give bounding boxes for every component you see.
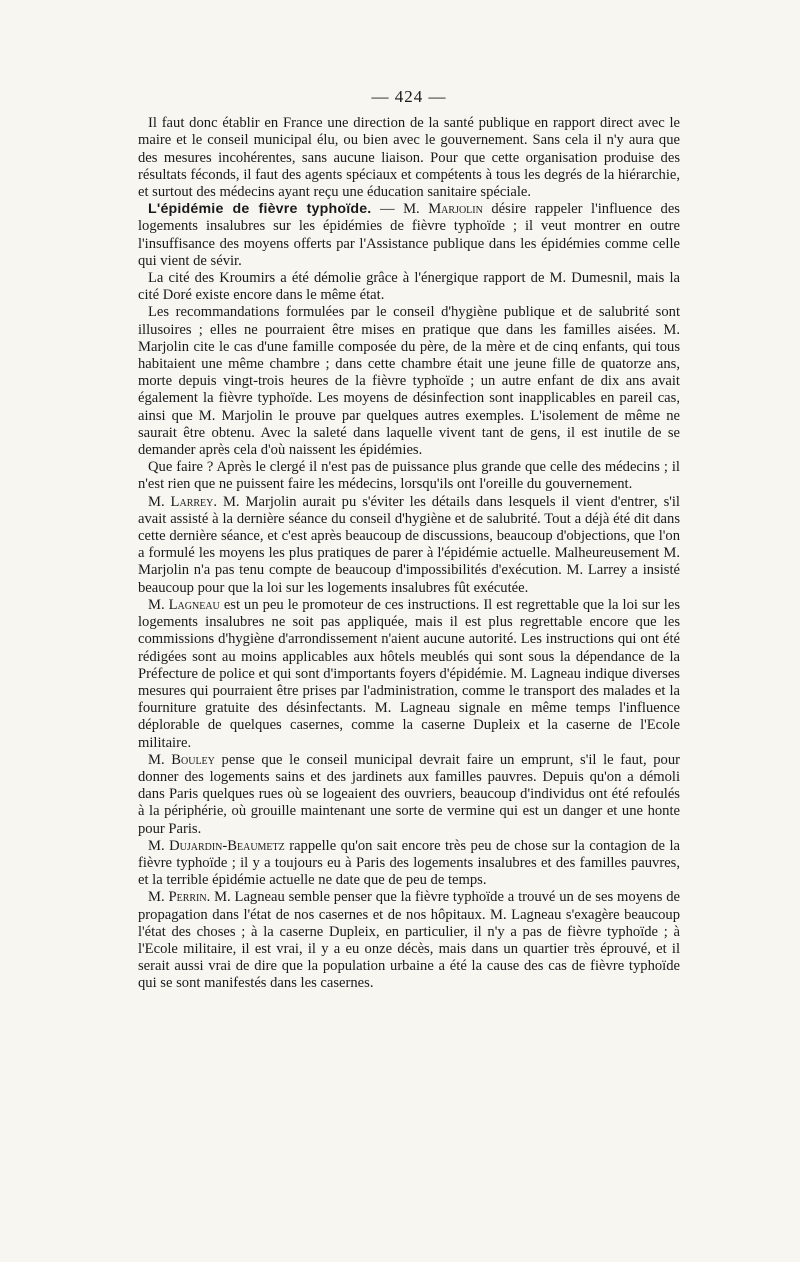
body-paragraph (138, 889, 680, 992)
speaker-name: M. Larrey. (148, 493, 218, 510)
paragraph-text: rappelle qu'on sait encore très peu de chose sur la contagion de la fièvre typhoïde ; il y a toujours eu à Paris des logements insalubres et des familles pauvres, et la terrible épidémie actuelle ne date que de peu de temps. (138, 837, 680, 889)
section-paragraph: L'épidémie de fièvre typhoïde. — M. Marjolin désire rappeler l'influence des logements insalubres sur les épidémies de fièvre typhoïde ; il veut montrer en outre l'insuffisance des moyens offerts par l'Assistance publique dans les épidémies comme celle qui vient de sévir. (138, 201, 680, 269)
body-paragraph (138, 838, 680, 890)
body-paragraph (138, 459, 680, 493)
document-page (138, 88, 680, 993)
paragraph-text: désire rappeler l'influence des logements insalubres sur les épidémies de fièvre typhoïde ; il veut montrer en outre l'insuffisance des moyens offerts par l'Assistance publique dans les épidémies comme celle qui vient de sévir. (138, 201, 680, 269)
speaker-name: M. Bouley (148, 751, 215, 768)
speaker-name: M. Lagneau (148, 596, 220, 613)
speaker-name: M. Perrin. (148, 889, 211, 906)
paragraph-text: M. Lagneau semble penser que la fièvre typhoïde a trouvé un de ses moyens de propagation dans l'état de nos casernes et de nos hôpitaux. M. Lagneau s'exagère beaucoup l'état des choses ; à la caserne Dupleix, en particulier, il n'y a pas de fièvre typhoïde ; à l'Ecole militaire, il est vrai, il y a eu onze décès, mais dans un quartier très éprouvé, et il serait aussi vrai de dire que la population urbaine a été la cause des cas de fièvre typhoïde qui se sont manifestés dans les casernes. (138, 889, 680, 992)
paragraph-text: Les recommandations formulées par le conseil d'hygiène publique et de salubrité sont illusoires ; elles ne pourraient être mises en pratique que dans les familles aisées. M. Marjolin cite le cas d'une famille composée du père, de la mère et de cinq enfants, qui tous habitaient une même chambre ; dans cette chambre était une jeune fille de quatorze ans, morte depuis vingt-trois heures de la fièvre typhoïde ; un autre enfant de dix ans avait également la fièvre typhoïde. Les moyens de désinfection sont inapplicables en pareil cas, ainsi que M. Marjolin le prouve par quelques autres exemples. L'isolement de même ne saurait être obtenu. Avec la saleté dans laquelle vivent tant de gens, il est inutile de se demander après cela d'où naissent les épidémies. (138, 304, 680, 459)
paragraph-text: La cité des Kroumirs a été démolie grâce à l'énergique rapport de M. Dumesnil, mais la cité Doré existe encore dans le même état. (138, 270, 680, 304)
body-paragraph (138, 752, 680, 838)
page-number: — 424 — (371, 87, 447, 106)
section-title: L'épidémie de fièvre typhoïde. (148, 201, 372, 218)
speaker-name: M. Dujardin-Beaumetz (148, 837, 285, 854)
intro-paragraph: Il faut donc établir en France une direction de la santé publique en rapport direct avec le maire et le conseil municipal élu, ou bien avec le gouvernement. Sans cela il n'y aura que des mesures incohérentes, sans aucune liaison. Pour que cette organisation produise des résultats féconds, il faut des agents spéciaux et compétents à tous les degrés de la hiérarchie, et surtout des médecins ayant reçu une éducation sanitaire spéciale. (138, 115, 680, 201)
speaker-name: M. Marjolin (403, 201, 483, 218)
body-paragraph (138, 304, 680, 459)
body-paragraph (138, 494, 680, 597)
paragraph-text: Que faire ? Après le clergé il n'est pas de puissance plus grande que celle des médecins ; il n'est rien que ne puissent faire les médecins, lorsqu'ils ont l'oreille du gouvernement. (138, 459, 680, 493)
body-paragraph (138, 597, 680, 752)
body-paragraph (138, 270, 680, 304)
paragraph-text: est un peu le promoteur de ces instructions. Il est regrettable que la loi sur les logements insalubres ne soit pas appliquée, mais il est plus regrettable encore que les commissions d'hygiène d'arrondissement n'aient aucune autorité. Les instructions qui ont été rédigées sont au moins applicables aux hôtels meublés qui sont sous la dépendance de la Préfecture de police et qui sont d'importants foyers d'épidémie. M. Lagneau indique diverses mesures qui pourraient être prises par l'administration, comme le transport des malades et la fourniture gratuite des désinfectants. M. Lagneau signale en même temps l'influence déplorable de quelques casernes, comme la caserne Dupleix et la caserne de l'Ecole militaire. (138, 596, 681, 751)
paragraph-text: pense que le conseil municipal devrait faire un emprunt, s'il le faut, pour donner des logements sains et des jardinets aux familles pauvres. Depuis qu'on a démoli dans Paris quelques rues où se logeaient des ouvriers, beaucoup d'individus ont été refoulés à la périphérie, où grouille maintenant une sorte de vermine qui est un danger et une honte pour Paris. (138, 751, 680, 837)
paragraph-text: M. Marjolin aurait pu s'éviter les détails dans lesquels il vient d'entrer, s'il avait assisté à la dernière séance du conseil d'hygiène et de salubrité. Tout a déjà été dit dans cette dernière séance, et c'est après beaucoup de discussions, beaucoup d'objections, que l'on a formulé les moyens les plus pratiques de parer à l'épidémie actuelle. Malheureusement M. Marjolin n'a pas tenu compte de beaucoup d'impossibilités d'exécution. M. Larrey a insisté beaucoup pour que la loi sur les logements insalubres fût exécutée. (138, 493, 680, 596)
